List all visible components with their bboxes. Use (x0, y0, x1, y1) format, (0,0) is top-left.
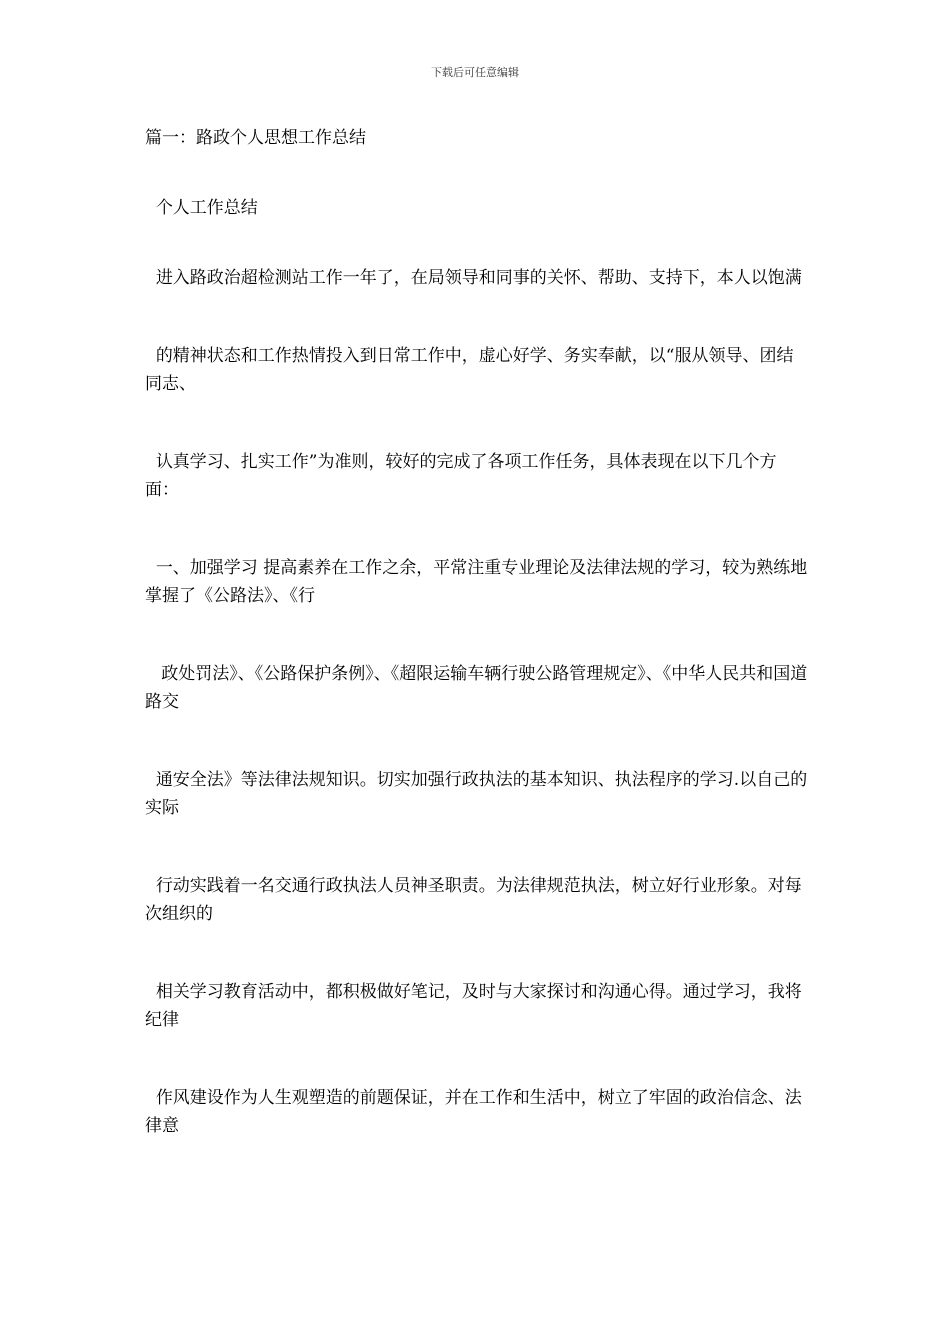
paragraph: 的精神状态和工作热情投入到日常工作中，虚心好学、务实奉献，以“服从领导、团结同志、 (145, 346, 794, 394)
paragraph: 作风建设作为人生观塑造的前题保证，并在工作和生活中，树立了牢固的政治信念、法律意 (145, 1088, 802, 1136)
document-body (145, 124, 810, 1190)
document-subtitle: 个人工作总结 (145, 198, 258, 218)
paragraph: 相关学习教育活动中，都积极做好笔记，及时与大家探讨和沟通心得。通过学习，我将纪律 (145, 982, 802, 1030)
paragraph: 认真学习、扎实工作”为准则，较好的完成了各项工作任务，具体表现在以下几个方面： (145, 452, 777, 500)
page-header: 下载后可任意编辑 (431, 66, 519, 79)
paragraph: 政处罚法》、《公路保护条例》、《超限运输车辆行驶公路管理规定》、《中华人民共和国道路交 (145, 664, 808, 712)
paragraph: 进入路政治超检测站工作一年了，在局领导和同事的关怀、帮助、支持下，本人以饱满 (145, 268, 802, 288)
paragraph: 通安全法》等法律法规知识。切实加强行政执法的基本知识、执法程序的学习.以自己的实际 (145, 770, 808, 818)
paragraph: 行动实践着一名交通行政执法人员神圣职责。为法律规范执法，树立好行业形象。对每次组织的 (145, 876, 802, 924)
document-title: 篇一：路政个人思想工作总结 (145, 128, 366, 148)
paragraph: 一、加强学习 提高素养在工作之余，平常注重专业理论及法律法规的学习，较为熟练地掌握了《公路法》、《行 (145, 558, 808, 606)
